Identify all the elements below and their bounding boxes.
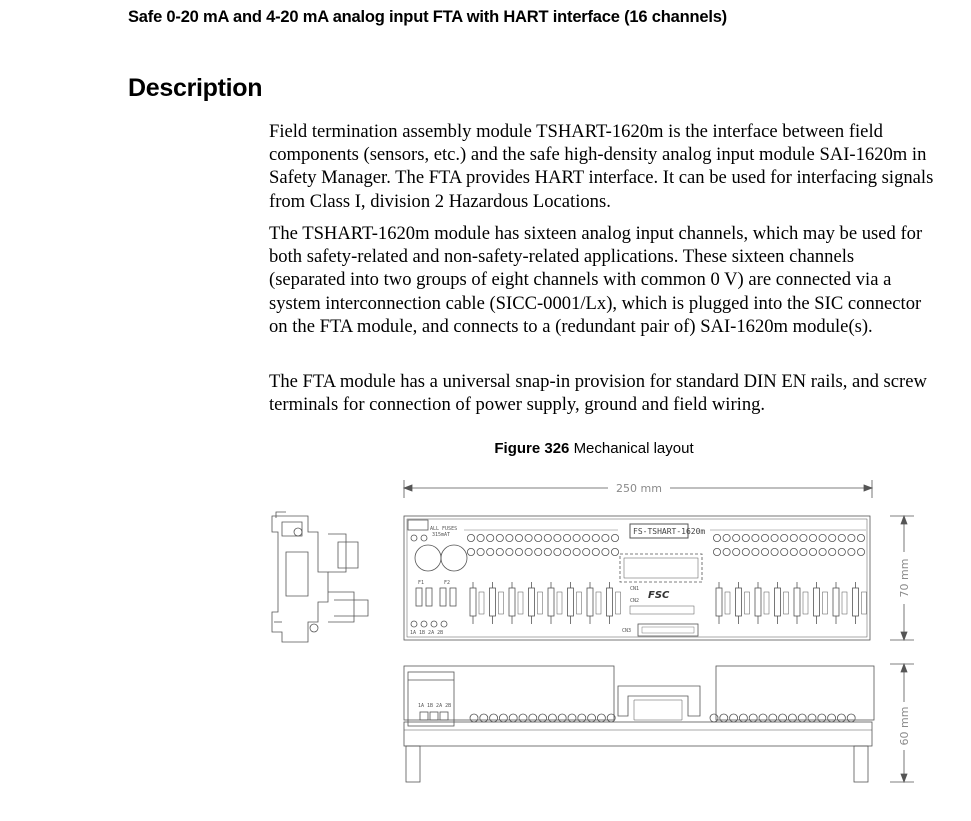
height-dimension-bottom (890, 664, 914, 782)
figure-title: Mechanical layout (573, 440, 694, 457)
brand-logo: FSC (648, 590, 670, 601)
figure-number: Figure 326 (494, 440, 570, 457)
fta-board-top-view (404, 516, 870, 640)
height-dimension-top (890, 516, 914, 640)
fuse-label-2: 315mAT (432, 532, 451, 538)
width-dimension (404, 480, 872, 498)
description-paragraph-3: The FTA module has a universal snap-in provision for standard DIN EN rails, and screw terminals for connection of power supply, ground and field wiring. (269, 371, 927, 416)
fuse-f2-label: F2 (444, 580, 451, 586)
fuse-f1-label: F1 (418, 580, 425, 586)
figure-caption (269, 440, 919, 457)
page-header-title: Safe 0-20 mA and 4-20 mA analog input FTA with HART interface (16 channels) (128, 8, 727, 26)
fuse-label-1: ALL FUSES (430, 526, 458, 532)
connector-cn2-label: CN2 (630, 598, 640, 604)
mechanical-layout-drawing (268, 472, 920, 790)
connector-cn3-label: CN3 (622, 628, 632, 634)
height-dimension-top-label: 70 mm (898, 558, 911, 598)
fta-board-front-view (404, 666, 874, 782)
module-label: FS-TSHART-1620m (633, 527, 706, 536)
description-paragraph-1: Field termination assembly module TSHART-1620m is the interface between field components (sensors, etc.) and the safe high-density analog input module SAI-1620m in Safety Manager. The FTA provides HART interface. It can be used for interfacing signals from Class I, division 2 Hazardous Locations. (269, 121, 934, 212)
front-terminal-labels: 1A 1B 2A 2B (418, 703, 452, 709)
connector-cn1-label: CN1 (630, 586, 640, 592)
height-dimension-bottom-label: 60 mm (898, 706, 911, 746)
bottom-terminal-labels: 1A 1B 2A 2B (410, 630, 444, 636)
description-paragraph-2: The TSHART-1620m module has sixteen analog input channels, which may be used for both safety-related and non-safety-related applications. These sixteen channels (separated into two groups of eight channels with common 0 V) are connected via a system interconnection cable (SICC-0001/Lx), which is plugged into the SIC connector on the FTA module, and connects to a (redundant pair of) SAI-1620m module(s). (269, 223, 923, 337)
section-heading: Description (128, 74, 263, 102)
side-view (272, 512, 368, 642)
width-dimension-label: 250 mm (616, 482, 662, 495)
